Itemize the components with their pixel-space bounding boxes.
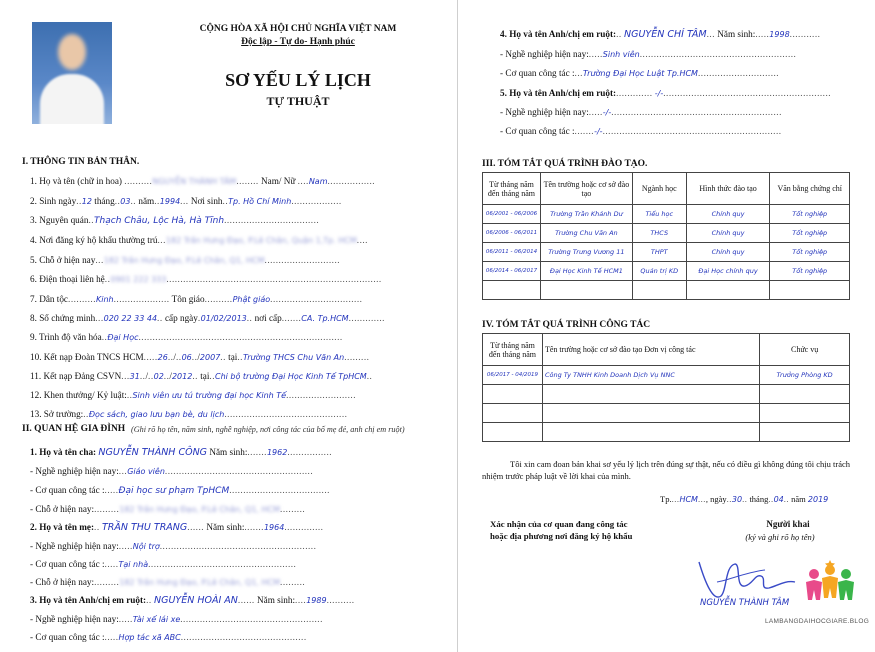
redacted-value: 0901 222 333 [110,275,167,284]
table-row [483,262,850,281]
redacted-value: NGUYỄN THÀNH TÂM [152,177,237,186]
field-label: 1. Họ và tên (chữ in hoa) [30,176,122,186]
redacted-value: 182 Trần Hưng Đạo, P.Lê Chân, Q1, HCM [103,256,265,265]
field-label: năm [791,494,806,504]
confirm-line-1: Xác nhận của cơ quan đang công tác [490,519,628,529]
field-birth: 2. Sinh ngày..12 tháng..03.. năm..1994... Nơi sinh..Tp. Hồ Chí Minh.................. [30,196,342,206]
field-label: 2. Sinh ngày [30,196,77,206]
field-strengths: 13. Sở trường:..Đọc sách, giao lưu bạn bè, du lịch............................................ [30,409,348,419]
field-label: 8. Số chứng minh [30,313,96,323]
sibling3-name-row: 5. Họ và tên Anh/chị em ruột:............. -/-............................................................ [500,88,832,98]
table-cell: Chính quy [686,205,770,224]
education-table [482,172,850,300]
handwritten-value: Tài xế lái xe [132,615,181,624]
field-label: nơi cấp [254,313,282,323]
handwritten-value: 30 [731,495,743,504]
redacted-value: 182 Trần Hưng Đạo, P.Lê Chân, Q1, HCM [119,505,281,514]
table-cell: Tốt nghiệp [770,243,850,262]
handwritten-value: Tại nhà [118,560,149,569]
father-address-row: - Chỗ ở hiện nay:.........182 Trần Hưng Đạo, P.Lê Chân, Q1, HCM......... [30,504,306,514]
table-cell: Tốt nghiệp [770,205,850,224]
handwritten-value: Sinh viên [602,50,640,59]
field-label: Năm sinh: [209,447,248,457]
table-cell [760,404,850,423]
table-cell: 06/2014 - 06/2017 [483,262,541,281]
table-header-cell: Tên trường hoặc cơ sở đào tạo Đơn vị công tác [542,334,759,366]
table-row [483,224,850,243]
field-label: năm [138,196,155,206]
field-party: 11. Kết nạp Đảng CSVN...31../..02../2012.. tại..Chi bộ trường Đại Học Kinh Tế TpHCM.. [30,371,373,381]
field-label: 4. Nơi đăng ký hộ khẩu thường trú [30,235,158,245]
table-header-cell: Chức vụ [760,334,850,366]
table-cell: Tốt nghiệp [770,224,850,243]
table-row [483,243,850,262]
table-cell: Tốt nghiệp [770,262,850,281]
handwritten-value: Chi bộ trường Đại Học Kinh Tế TpHCM [214,372,367,381]
handwritten-value: Đại Học [107,333,139,342]
section-note: (Ghi rõ họ tên, năm sinh, nghề nghiệp, nơi công tác của bố mẹ đẻ, anh chị em ruột) [131,425,405,434]
table-cell [483,404,543,423]
handwritten-value: Nam [308,177,328,186]
handwritten-value: 31 [129,372,140,381]
handwritten-value: 26 [157,353,168,362]
section-heading: IV. TÓM TẮT QUÁ TRÌNH CÔNG TÁC [482,320,651,330]
table-cell: THPT [632,243,686,262]
sibling1-job-row: - Nghề nghiệp hiện nay:.....Tài xế lái xe................................................... [30,614,323,624]
sibling1-work-row: - Cơ quan công tác :.....Hợp tác xã ABC............................................. [30,632,307,642]
handwritten-value: 2012 [171,372,193,381]
table-cell: Chính quy [686,243,770,262]
field-label: , ngày [705,494,727,504]
handwritten-value: 04 [773,495,784,504]
table-cell [540,281,632,300]
field-label: 7. Dân tộc [30,294,69,304]
field-label: 3. Nguyên quán [30,215,89,225]
field-label: tại [228,352,238,362]
handwritten-value: Giáo viên [127,467,165,476]
handwritten-value: -/- [602,108,612,117]
handwritten-value: NGUYỄN HOÀI AN [154,595,238,606]
field-label: cấp ngày [164,313,198,323]
table-cell: Chính quy [686,224,770,243]
handwritten-value: 020 22 33 44 [103,314,158,323]
field-youth-union: 10. Kết nạp Đoàn TNCS HCM.....26../..06../2007.. tại..Trường THCS Chu Văn An......... [30,352,370,362]
table-cell: Đại Học chính quy [686,262,770,281]
field-label: 12. Khen thưởng/ Kỷ luật: [30,390,127,400]
section-heading: I. THÔNG TIN BẢN THÂN. [22,157,140,167]
table-cell [542,385,759,404]
table-cell: Quản trị KD [632,262,686,281]
field-label: 6. Điện thoại liên hệ [30,274,105,284]
handwritten-value: 1998 [769,30,790,39]
handwritten-value: Nội trợ [132,542,160,551]
document-title: SƠ YẾU LÝ LỊCH [225,70,371,90]
field-phone: 6. Điện thoại liên hệ..0901 222 333............................................................................. [30,274,382,284]
table-header-cell: Hình thức đào tạo [686,173,770,205]
table-cell: 06/2001 - 06/2006 [483,205,541,224]
field-label: 5. Chỗ ở hiện nay [30,255,96,265]
section-heading: II. QUAN HỆ GIA ĐÌNH [22,424,126,434]
table-header-cell: Văn bằng chứng chỉ [770,173,850,205]
document-subtitle: TỰ THUẬT [266,94,330,108]
signer-title: Người khai [766,519,810,529]
table-header-row [483,173,850,205]
field-label: 4. Họ và tên Anh/chị em ruột: [500,29,617,39]
field-awards: 12. Khen thưởng/ Kỷ luật:..Sinh viên ưu tú trường đại học Kinh Tế......................... [30,390,356,400]
field-label: 3. Họ và tên Anh/chị em ruột: [30,595,147,605]
handwritten-value: -/- [654,89,664,98]
field-label: 11. Kết nạp Đảng CSVN [30,371,122,381]
handwritten-value: Hợp tác xã ABC [118,633,181,642]
field-permanent-address: 4. Nơi đăng ký hộ khẩu thường trú...182 Trần Hưng Đạo, P.Lê Chân, Quận 1,Tp. HCM.... [30,235,368,245]
handwritten-value: 12 [81,197,92,206]
table-row [483,281,850,300]
table-row [483,385,850,404]
field-label: 13. Sở trường: [30,409,84,419]
mother-work-row: - Cơ quan công tác :.....Tại nhà..................................................... [30,559,297,569]
table-row [483,366,850,385]
field-label: Tp. [660,494,672,504]
work-table [482,333,850,442]
table-row [483,205,850,224]
nation-heading: CỘNG HÒA XÃ HỘI CHỦ NGHĨA VIỆT NAM [199,24,397,34]
handwritten-value: 1989 [306,596,327,605]
field-label: Nam/ Nữ [261,176,296,186]
field-label: - Chỗ ở hiện nay: [30,577,95,587]
field-label: Nơi sinh [190,196,223,206]
table-cell [483,281,541,300]
redacted-value: 182 Trần Hưng Đạo, P.Lê Chân, Quận 1,Tp. HCM [165,236,357,245]
field-label: - Nghề nghiệp hiện nay: [30,466,119,476]
field-label: - Cơ quan công tác : [30,559,105,569]
sibling1-name-row: 3. Họ và tên Anh/chị em ruột:.. NGUYỄN HOÀI AN...... Năm sinh:....1989.......... [30,595,355,606]
table-cell [542,404,759,423]
table-header-cell: Ngành học [632,173,686,205]
field-label: tháng [749,494,769,504]
table-cell: 06/2011 - 06/2014 [483,243,541,262]
portrait-photo [32,22,112,124]
table-header-cell: Từ tháng năm đến tháng năm [483,173,541,205]
handwritten-value: 1962 [266,448,288,457]
field-label: - Nghề nghiệp hiện nay: [500,107,589,117]
field-label: 9. Trình độ văn hóa [30,332,102,342]
field-full-name: 1. Họ và tên (chữ in hoa) ..........NGUYỄN THÀNH TÂM........ Nam/ Nữ ....Nam................. [30,176,376,186]
field-id-number: 8. Số chứng minh...020 22 33 44.. cấp ngày.01/02/2013.. nơi cấp.......CA. Tp.HCM............. [30,313,385,323]
confirm-line-2: hoặc địa phương nơi đăng ký hộ khẩu [490,531,633,541]
form-page-right [460,0,875,652]
field-hometown: 3. Nguyên quán..Thạch Châu, Lộc Hà, Hà Tĩnh.................................. [30,215,320,226]
signer-note: (ký và ghi rõ họ tên) [745,532,815,542]
table-cell [760,423,850,442]
handwritten-value: Sinh viên ưu tú trường đại học Kinh Tế [132,391,287,400]
table-cell [483,385,543,404]
field-label: - Nghề nghiệp hiện nay: [500,49,589,59]
table-cell: Công Ty TNHH Kinh Doanh Dịch Vụ NNC [542,366,759,385]
handwritten-value: Trường Đại Học Luật Tp.HCM [582,69,698,78]
field-label: - Nghề nghiệp hiện nay: [30,541,119,551]
table-cell: Đại Học Kinh Tế HCM1 [540,262,632,281]
signer-name: NGUYỄN THÀNH TÂM [700,598,790,608]
sibling2-work-row: - Cơ quan công tác :...Trường Đại Học Luật Tp.HCM............................. [500,68,780,78]
table-cell [760,385,850,404]
handwritten-value: 2007 [199,353,221,362]
mother-name-row: 2. Họ và tên mẹ:.. TRẦN THU TRANG...... Năm sinh:.......1964.............. [30,522,324,533]
motto: Độc lập - Tự do- Hạnh phúc [241,37,355,47]
field-label: - Cơ quan công tác : [500,126,575,136]
field-label: Năm sinh: [257,595,296,605]
date-line: Tp....HCM..., ngày..30.. tháng..04.. năm 2019 [660,494,829,504]
father-name-row: 1. Họ và tên cha: NGUYỄN THÀNH CÔNG Năm sinh:.......1962................ [30,447,333,458]
handwritten-value: NGUYỄN CHÍ TÂM [624,29,707,40]
table-cell: Trưởng Phòng KD [760,366,850,385]
handwritten-value: 06 [181,353,192,362]
field-label: Năm sinh: [206,522,245,532]
handwritten-value: 03 [120,197,131,206]
sibling2-name-row: 4. Họ và tên Anh/chị em ruột:.. NGUYỄN CHÍ TÂM... Năm sinh:.....1998........... [500,29,821,40]
table-cell: Trường Trần Khánh Dư [540,205,632,224]
table-cell [542,423,759,442]
table-cell [686,281,770,300]
mother-address-row: - Chỗ ở hiện nay:.........182 Trần Hưng Đạo, P.Lê Chân, Q1, HCM......... [30,577,306,587]
table-cell [483,423,543,442]
father-work-row: - Cơ quan công tác :.....Đại học sư phạm TpHCM.................................... [30,485,330,496]
table-cell [770,281,850,300]
sibling3-job-row: - Nghề nghiệp hiện nay:.....-/-............................................................. [500,107,782,117]
handwritten-value: HCM [679,495,698,504]
handwritten-value: Kinh [95,295,114,304]
section-heading: III. TÓM TẮT QUÁ TRÌNH ĐÀO TẠO. [482,159,648,169]
table-row [483,404,850,423]
handwritten-value: Thạch Châu, Lộc Hà, Hà Tĩnh [94,216,225,226]
field-label: - Nghề nghiệp hiện nay: [30,614,119,624]
field-label: - Chỗ ở hiện nay: [30,504,95,514]
handwritten-value: 02 [153,372,164,381]
handwritten-value: Tp. Hồ Chí Minh [228,197,292,206]
redacted-value: 182 Trần Hưng Đạo, P.Lê Chân, Q1, HCM [119,578,281,587]
handwritten-value: 1994 [159,197,181,206]
handwritten-value: 2019 [807,495,829,504]
table-cell: Trường Chu Văn An [540,224,632,243]
table-cell: Trường Trưng Vương 11 [540,243,632,262]
watermark-text: LAMBANGDAIHOCGIARE.BLOG [765,618,870,625]
table-header-cell: Từ tháng năm đến tháng năm [483,334,543,366]
field-label: - Cơ quan công tác : [500,68,575,78]
sibling3-work-row: - Cơ quan công tác :.......-/-................................................................ [500,126,782,136]
handwritten-value: TRẦN THU TRANG [101,522,188,533]
handwritten-value: 01/02/2013 [200,314,247,323]
sibling2-job-row: - Nghề nghiệp hiện nay:.....Sinh viên........................................................ [500,49,797,59]
handwritten-value: Trường THCS Chu Văn An [242,353,345,362]
watermark-logo [800,560,860,608]
field-label: 2. Họ và tên mẹ: [30,522,95,532]
handwritten-value: CA. Tp.HCM [301,314,349,323]
handwritten-value: NGUYỄN THÀNH CÔNG [98,447,208,458]
field-label: Tôn giáo [171,294,205,304]
handwritten-value: 1964 [263,523,285,532]
table-cell: 06/2006 - 06/2011 [483,224,541,243]
table-cell [632,281,686,300]
field-label: - Cơ quan công tác : [30,632,105,642]
handwritten-value: -/- [594,127,603,136]
table-header-cell: Tên trường hoặc cơ sở đào tạo [540,173,632,205]
field-education-level: 9. Trình độ văn hóa..Đại Học......................................................................... [30,332,343,342]
field-label: - Cơ quan công tác : [30,485,105,495]
father-job-row: - Nghề nghiệp hiện nay:...Giáo viên..................................................... [30,466,314,476]
mother-job-row: - Nghề nghiệp hiện nay:.....Nội trợ........................................................ [30,541,317,551]
field-current-address: 5. Chỗ ở hiện nay...182 Trần Hưng Đạo, P.Lê Chân, Q1, HCM........................... [30,255,341,265]
handwritten-value: Đại học sư phạm TpHCM [118,486,230,496]
table-row [483,423,850,442]
table-cell: 06/2017 - 04/2019 [483,366,543,385]
field-label: 5. Họ và tên Anh/chị em ruột: [500,88,617,98]
table-cell: Tiểu học [632,205,686,224]
declaration-text: Tôi xin cam đoan bản khai sơ yếu lý lịch trên đúng sự thật, nếu có điều gì không đúng tôi chịu trách nhiệm trước pháp luật về lời khai của mình. [482,459,850,481]
field-label: tại [200,371,210,381]
table-header-row [483,334,850,366]
field-ethnicity: 7. Dân tộc..........Kinh.................... Tôn giáo..........Phật giáo................................. [30,294,363,304]
field-label: 1. Họ và tên cha: [30,447,97,457]
field-label: Năm sinh: [717,29,756,39]
field-label: tháng [94,196,115,206]
table-cell: THCS [632,224,686,243]
handwritten-value: Phật giáo [232,295,271,304]
handwritten-value: Đọc sách, giao lưu bạn bè, du lịch [88,410,225,419]
field-label: 10. Kết nạp Đoàn TNCS HCM [30,352,144,362]
